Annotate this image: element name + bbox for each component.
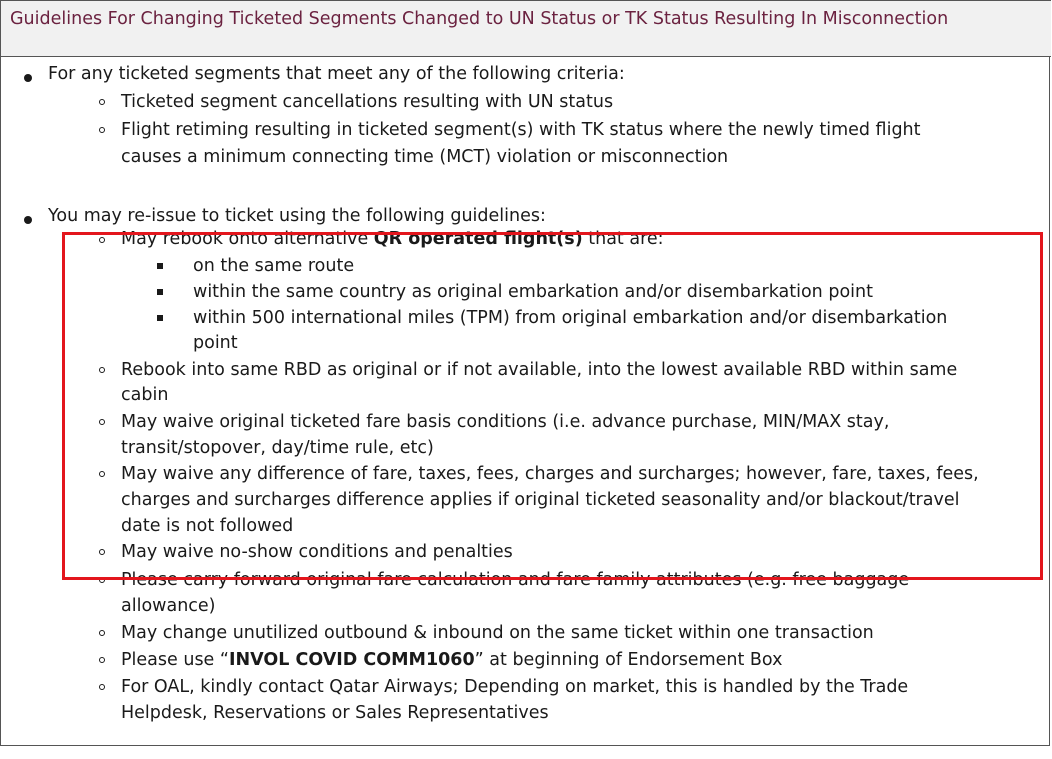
criteria-item-cont: causes a minimum connecting time (MCT) violation or misconnection: [121, 147, 729, 167]
bullet-circle-icon: [99, 684, 105, 690]
bullet-circle-icon: [99, 471, 105, 477]
waive-diff-item-cont: charges and surcharges difference applies if original ticketed seasonality and/or blackout/travel: [121, 490, 960, 510]
bullet-disc-icon: [24, 216, 32, 224]
change-item: May change unutilized outbound & inbound on the same ticket within one transaction: [121, 623, 874, 643]
waive-diff-item: May waive any difference of fare, taxes, fees, charges and surcharges; however, fare, taxes, fees,: [121, 464, 979, 484]
rbd-item: Rebook into same RBD as original or if not available, into the lowest available RBD within same: [121, 360, 958, 380]
rebook-item: May rebook onto alternative QR operated flight(s) that are:: [121, 229, 664, 249]
oal-item-cont: Helpdesk, Reservations or Sales Representatives: [121, 703, 549, 723]
bullet-circle-icon: [99, 99, 105, 105]
reissue-intro: You may re-issue to ticket using the following guidelines:: [48, 206, 546, 226]
bullet-square-icon: [157, 289, 163, 295]
noshow-item: May waive no-show conditions and penalties: [121, 542, 513, 562]
bullet-square-icon: [157, 263, 163, 269]
bullet-circle-icon: [99, 237, 105, 243]
carry-item: Please carry forward original fare calculation and fare family attributes (e.g. free baggage: [121, 570, 910, 590]
section-title: Guidelines For Changing Ticketed Segments Changed to UN Status or TK Status Resulting In Misconnection: [10, 9, 949, 29]
bullet-disc-icon: [24, 74, 32, 82]
bullet-circle-icon: [99, 657, 105, 663]
oal-item: For OAL, kindly contact Qatar Airways; Depending on market, this is handled by the Trade: [121, 677, 909, 697]
criteria-item: Flight retiming resulting in ticketed segment(s) with TK status where the newly timed flight: [121, 120, 921, 140]
section-header: [1, 0, 1051, 57]
rbd-item-cont: cabin: [121, 385, 169, 405]
rebook-sub-item-cont: point: [193, 333, 238, 353]
bullet-circle-icon: [99, 419, 105, 425]
criteria-intro: For any ticketed segments that meet any of the following criteria:: [48, 64, 625, 84]
waive-fare-item-cont: transit/stopover, day/time rule, etc): [121, 438, 434, 458]
carry-item-cont: allowance): [121, 596, 216, 616]
bullet-square-icon: [157, 315, 163, 321]
bullet-circle-icon: [99, 127, 105, 133]
waive-diff-item-cont: date is not followed: [121, 516, 294, 536]
rebook-sub-item: on the same route: [193, 256, 355, 276]
bullet-circle-icon: [99, 549, 105, 555]
bullet-circle-icon: [99, 367, 105, 373]
criteria-item: Ticketed segment cancellations resulting with UN status: [121, 92, 614, 112]
waive-fare-item: May waive original ticketed fare basis conditions (i.e. advance purchase, MIN/MAX stay,: [121, 412, 890, 432]
bullet-circle-icon: [99, 577, 105, 583]
bullet-circle-icon: [99, 630, 105, 636]
endorse-item: Please use “INVOL COVID COMM1060” at beginning of Endorsement Box: [121, 650, 783, 670]
rebook-sub-item: within 500 international miles (TPM) from original embarkation and/or disembarkation: [193, 308, 948, 328]
rebook-sub-item: within the same country as original embarkation and/or disembarkation point: [193, 282, 873, 302]
